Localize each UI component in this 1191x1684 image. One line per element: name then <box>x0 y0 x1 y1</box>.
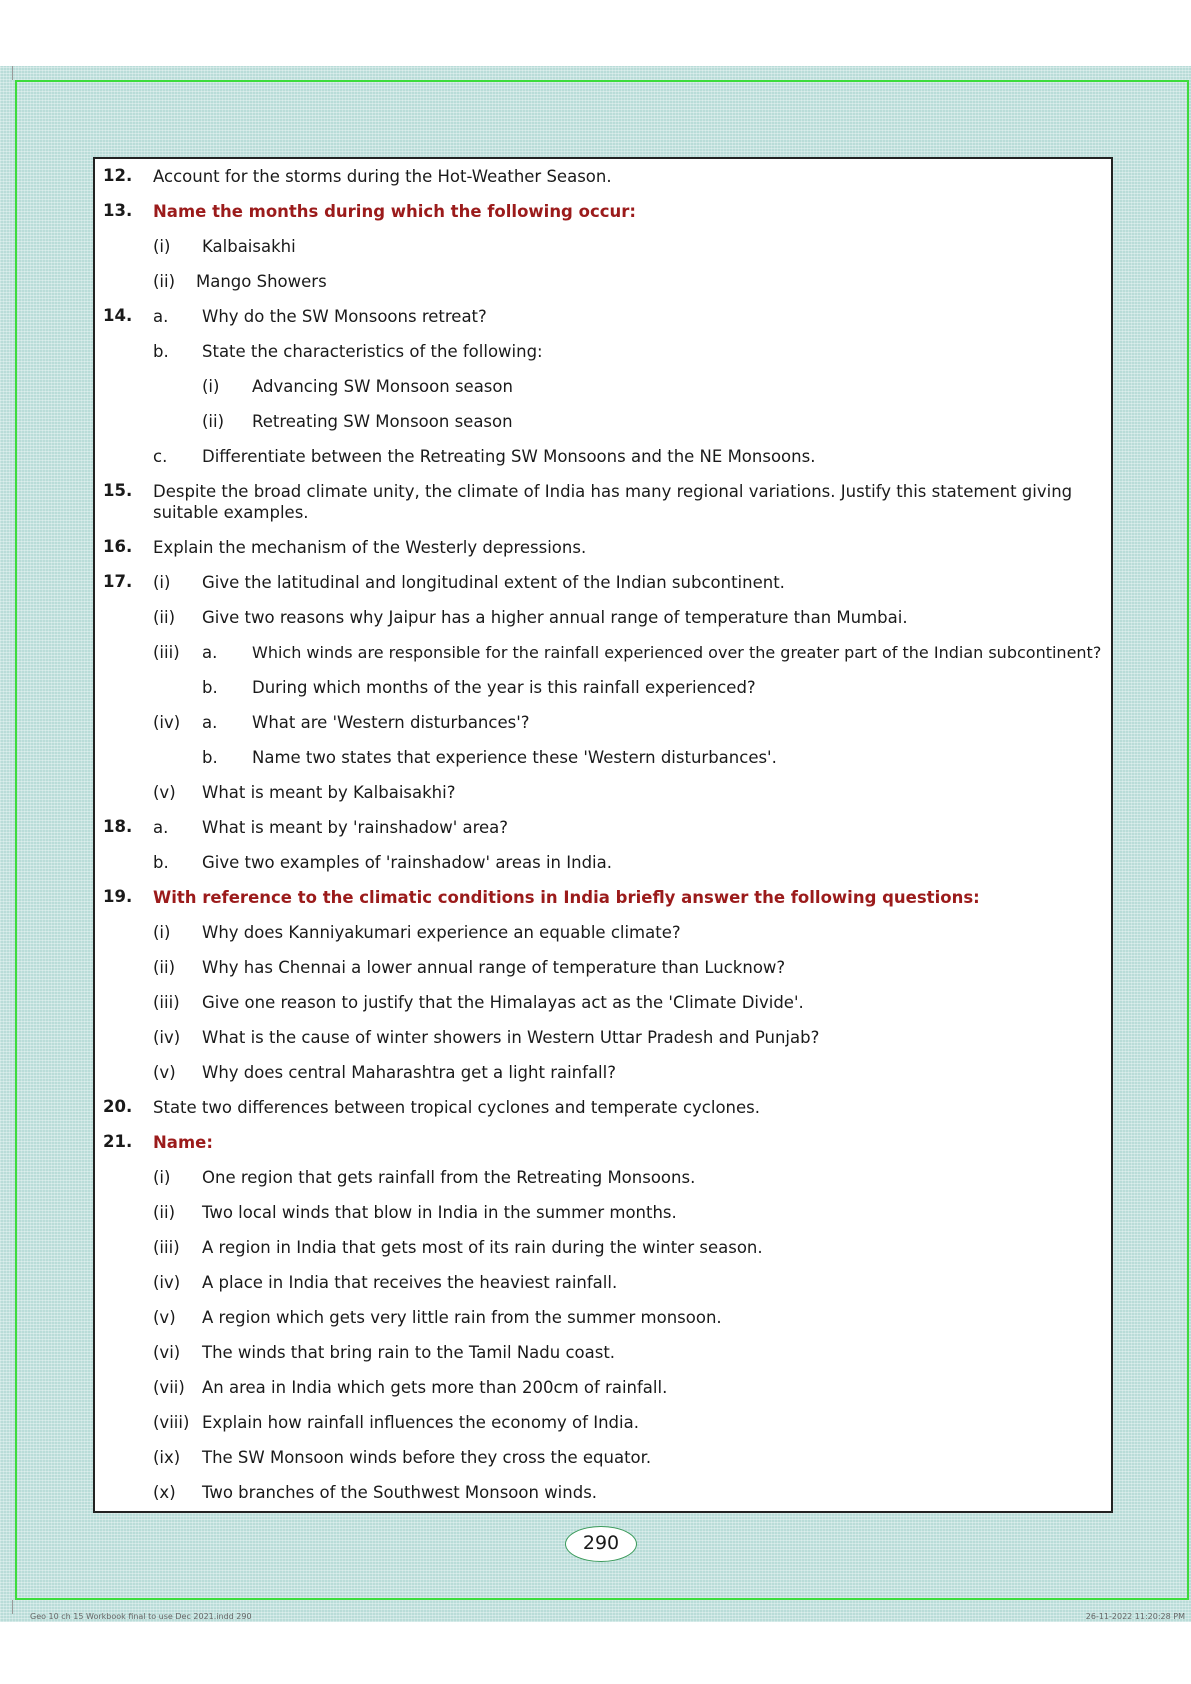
sub-question: A place in India that receives the heaviest rainfall. <box>202 1273 618 1292</box>
sub-question: Which winds are responsible for the rainfall experienced over the greater part of the Indian subcontinent? <box>252 643 1102 662</box>
sub-label: (i) <box>153 1168 171 1187</box>
sub-label: (ii) <box>153 608 176 627</box>
sub-label: (x) <box>153 1483 176 1502</box>
sub-label: (i) <box>153 923 171 942</box>
sub-label: (ii) <box>202 412 225 431</box>
sub-question: Give one reason to justify that the Himalayas act as the 'Climate Divide'. <box>202 993 804 1012</box>
sub-label: (vi) <box>153 1343 181 1362</box>
sub-label: a. <box>153 818 169 837</box>
sub-question: Why does Kanniyakumari experience an equable climate? <box>202 923 681 942</box>
question-number: 13. <box>103 201 133 220</box>
sub-question: Differentiate between the Retreating SW Monsoons and the NE Monsoons. <box>202 447 816 466</box>
sub-label: (i) <box>153 573 171 592</box>
sub-question: The winds that bring rain to the Tamil Nadu coast. <box>202 1343 616 1362</box>
sub-label: (iii) <box>153 993 180 1012</box>
sub-label: (v) <box>153 1063 176 1082</box>
sub-label: (iii) <box>153 1238 180 1257</box>
question-number: 17. <box>103 572 133 591</box>
sub-question: An area in India which gets more than 200cm of rainfall. <box>202 1378 668 1397</box>
sub-question: Two branches of the Southwest Monsoon winds. <box>202 1483 598 1502</box>
sub-question: Kalbaisakhi <box>202 237 296 256</box>
sub-question: Advancing SW Monsoon season <box>252 377 513 396</box>
question-text: Despite the broad climate unity, the climate of India has many regional variations. Justify this statement giving suitable examples. <box>153 482 1073 522</box>
sub-label: a. <box>202 643 218 662</box>
sub-question: What is meant by 'rainshadow' area? <box>202 818 509 837</box>
sub-question: The SW Monsoon winds before they cross the equator. <box>202 1448 652 1467</box>
sub-question: Give two examples of 'rainshadow' areas in India. <box>202 853 612 872</box>
sub-label: (iv) <box>153 1028 181 1047</box>
sub-question: A region which gets very little rain from the summer monsoon. <box>202 1308 722 1327</box>
sub-question: What is meant by Kalbaisakhi? <box>202 783 456 802</box>
sub-label: c. <box>153 447 168 466</box>
sub-question: Give two reasons why Jaipur has a higher annual range of temperature than Mumbai. <box>202 608 908 627</box>
question-heading: With reference to the climatic conditions in India briefly answer the following questions: <box>153 888 980 907</box>
sub-label: (i) <box>202 377 220 396</box>
print-slug-left: Geo 10 ch 15 Workbook final to use Dec 2021.indd 290 <box>30 1612 252 1621</box>
question-number: 19. <box>103 887 133 906</box>
sub-question: During which months of the year is this rainfall experienced? <box>252 678 756 697</box>
sub-label: (viii) <box>153 1413 190 1432</box>
sub-label: (i) <box>153 237 171 256</box>
sub-label: (ix) <box>153 1448 181 1467</box>
sub-question: One region that gets rainfall from the Retreating Monsoons. <box>202 1168 696 1187</box>
question-number: 20. <box>103 1097 133 1116</box>
sub-question: Explain how rainfall influences the economy of India. <box>202 1413 639 1432</box>
sub-label: a. <box>153 307 169 326</box>
sub-question: Name two states that experience these 'Western disturbances'. <box>252 748 777 767</box>
sub-label: (v) <box>153 783 176 802</box>
sub-label: (iv) <box>153 713 181 732</box>
question-text: Account for the storms during the Hot-Weather Season. <box>153 167 612 186</box>
question-number: 14. <box>103 306 133 325</box>
crop-mark <box>12 66 13 80</box>
sub-label: (v) <box>153 1308 176 1327</box>
sub-label: (iv) <box>153 1273 181 1292</box>
sub-question: Retreating SW Monsoon season <box>252 412 513 431</box>
sub-label: b. <box>153 853 169 872</box>
question-heading: Name the months during which the following occur: <box>153 202 636 221</box>
sub-label: b. <box>202 678 218 697</box>
question-number: 21. <box>103 1132 133 1151</box>
page-number: 290 <box>565 1526 637 1562</box>
sub-label: (ii) <box>153 272 176 291</box>
question-number: 12. <box>103 166 133 185</box>
crop-mark <box>12 1600 13 1614</box>
sub-label: b. <box>153 342 169 361</box>
print-slug-right: 26-11-2022 11:20:28 PM <box>1085 1612 1185 1621</box>
question-heading: Name: <box>153 1133 213 1152</box>
sub-question: Mango Showers <box>196 272 327 291</box>
question-number: 15. <box>103 481 133 500</box>
sub-label: (vii) <box>153 1378 185 1397</box>
sub-question: What is the cause of winter showers in Western Uttar Pradesh and Punjab? <box>202 1028 820 1047</box>
sub-label: (ii) <box>153 1203 176 1222</box>
question-number: 16. <box>103 537 133 556</box>
sub-question: Two local winds that blow in India in the summer months. <box>202 1203 677 1222</box>
sub-label: (ii) <box>153 958 176 977</box>
question-number: 18. <box>103 817 133 836</box>
sub-question: Why does central Maharashtra get a light rainfall? <box>202 1063 616 1082</box>
question-text: State two differences between tropical cyclones and temperate cyclones. <box>153 1098 760 1117</box>
sub-question: A region in India that gets most of its rain during the winter season. <box>202 1238 763 1257</box>
sub-label: b. <box>202 748 218 767</box>
sub-question: What are 'Western disturbances'? <box>252 713 530 732</box>
sub-question: Why do the SW Monsoons retreat? <box>202 307 487 326</box>
sub-label: (iii) <box>153 643 180 662</box>
sub-question: State the characteristics of the following: <box>202 342 543 361</box>
sub-label: a. <box>202 713 218 732</box>
question-text: Explain the mechanism of the Westerly depressions. <box>153 538 587 557</box>
sub-question: Why has Chennai a lower annual range of temperature than Lucknow? <box>202 958 786 977</box>
sub-question: Give the latitudinal and longitudinal extent of the Indian subcontinent. <box>202 573 785 592</box>
